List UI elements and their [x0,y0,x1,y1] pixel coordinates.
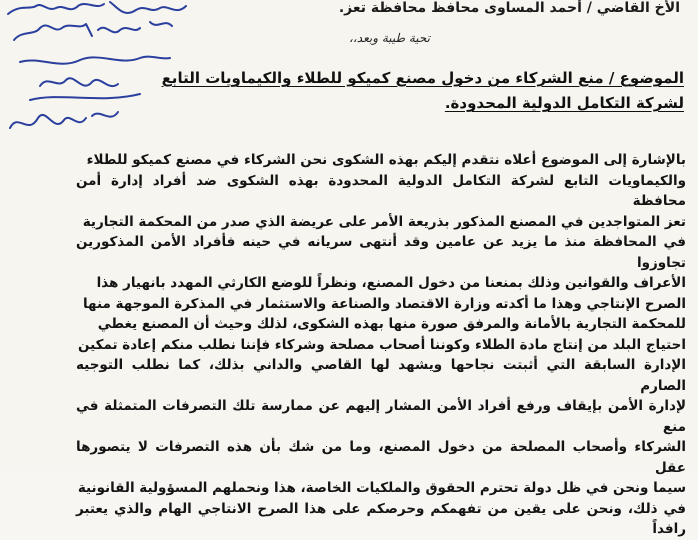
body-line: بالإشارة إلى الموضوع أعلاه نتقدم إليكم بهذه الشكوى نحن الشركاء في مصنع كميكو للطلاء [86,152,686,168]
body-line: تعز المتواجدين في المصنع المذكور بذريعة الأمر على عريضة الذي صدر من المحكمة التجارية [82,213,686,230]
body-line: الشركاء وأصحاب المصلحة من دخول المصنع، وما من شك بأن هذه التصرفات لا يتصورها عقل [76,439,686,476]
body-line: في المحافظة منذ ما يزيد عن عامين وقد أنتهى سريانه في حينه فأفراد الأمن المذكورين تجاوزوا [76,234,686,271]
body-line: لإدارة الأمن بإيقاف ورفع أفراد الأمن المشار إليهم عن ممارسة تلك التصرفات المتمثلة في منع [76,398,686,435]
body-line: للمحكمة التجارية بالأمانة والمرفق صورة منها بهذه الشكوى، لذلك وحيث أن المصنع يغطي [97,316,686,332]
addressee-line: الأخ القاضي / أحمد المساوى محافظ محافظة تعز. [338,0,680,16]
letter-body [76,150,686,540]
body-line: في ذلك، ونحن على يقين من تفهمكم وحرصكم على هذا الصرح الانتاجي الهام والذي يعتبر رافداً [76,500,686,537]
body-line: سيما ونحن في ظل دولة تحترم الحقوق والملكيات الخاصة، هذا ونحملهم المسؤولية القانونية [77,480,686,496]
greeting: تحية طيبة وبعد،، [349,31,430,45]
subject-label: الموضوع / منع الشركاء من دخول مصنع كميكو للطلاء والكيماويات التابع [161,69,684,87]
body-line: الأعراف والقوانين وذلك بمنعنا من دخول المصنع، ونظراً للوضع الكارثي المهدد بانهيار هذا [96,275,686,291]
subject-continuation: لشركة التكامل الدولية المحدودة. [444,94,684,112]
body-line: الإدارة السابقة التي أثبتت نجاحها ويشهد لها القاصي والداني بذلك، كما نطلب التوجيه الصارم [76,357,686,394]
subject-block [84,66,684,116]
body-line: الصرح الإنتاجي وهذا ما أكدته وزارة الاقتصاد والصناعة والاستثمار في المذكرة الموجهة منها [82,295,686,312]
body-line: احتياج البلد من إنتاج مادة الطلاء وكوننا أصحاب مصلحة وشركاء فإننا نطلب منكم إعادة تمكين [77,336,686,353]
body-line: والكيماويات التابع لشركة التكامل الدولية المحدودة بهذه الشكوى ضد أفراد إدارة أمن محافظة [76,172,686,209]
